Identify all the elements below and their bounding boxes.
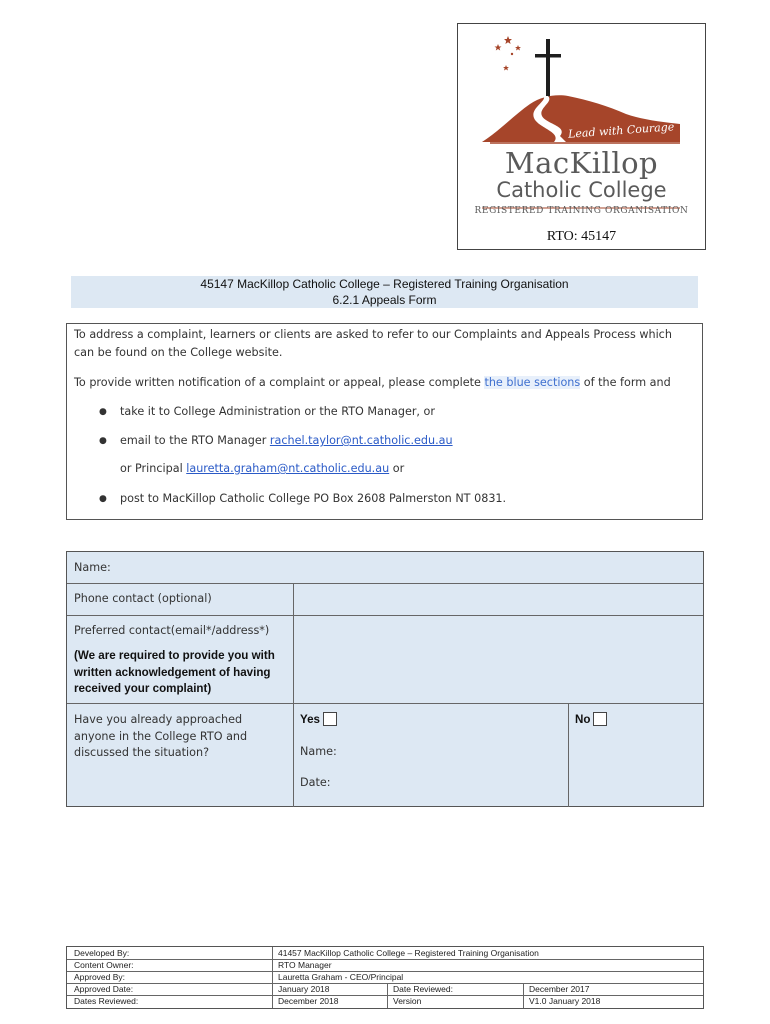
preferred-contact-label: Preferred contact(email*/address*) xyxy=(74,624,270,637)
footer-row xyxy=(67,947,703,959)
intro-paragraph-1 xyxy=(74,326,672,362)
bullet-item-1: take it to College Administration or the RTO Manager, or xyxy=(120,405,435,418)
question-line-1: Have you already approached xyxy=(74,713,243,726)
yes-label: Yes xyxy=(300,713,320,726)
name-label: Name: xyxy=(74,561,111,574)
intro-para2-text: To provide written notification of a complaint or appeal, please complete xyxy=(74,376,485,389)
rto-manager-email-link[interactable]: rachel.taylor@nt.catholic.edu.au xyxy=(269,434,453,447)
bullet-item-2 xyxy=(120,432,453,450)
footer-label: Developed By: xyxy=(74,948,130,958)
phone-field[interactable] xyxy=(294,584,703,615)
intro-line-2: can be found on the College website. xyxy=(74,346,283,359)
no-option xyxy=(575,712,607,729)
appeals-form-table xyxy=(66,551,704,807)
footer-value: December 2018 xyxy=(278,996,339,1006)
footer-value: Lauretta Graham - CEO/Principal xyxy=(278,972,404,982)
question-line-2: anyone in the College RTO and xyxy=(74,729,248,743)
document-control-footer xyxy=(66,946,704,1009)
note-line-1: (We are required to provide you with xyxy=(74,649,275,662)
logo-name-line2: Catholic College xyxy=(496,178,667,202)
bullet-icon: ● xyxy=(99,494,107,504)
principal-email-link[interactable]: lauretta.graham@nt.catholic.edu.au xyxy=(186,462,390,475)
form-title xyxy=(71,276,698,308)
acknowledgement-note xyxy=(74,648,275,698)
footer-row xyxy=(67,959,703,971)
footer-value: V1.0 January 2018 xyxy=(529,996,601,1006)
footer-label: Approved By: xyxy=(74,972,126,982)
footer-row xyxy=(67,983,703,995)
no-checkbox[interactable] xyxy=(593,712,607,726)
title-line1: 45147 MacKillop Catholic College – Registered Training Organisation xyxy=(200,277,569,291)
yes-option xyxy=(300,712,337,729)
instructions-box xyxy=(66,323,703,520)
yes-checkbox[interactable] xyxy=(323,712,337,726)
bullet-icon: ● xyxy=(99,436,107,446)
footer-label: Version xyxy=(393,996,422,1006)
footer-value: RTO Manager xyxy=(278,960,332,970)
logo-tagline: Lead with Courage xyxy=(567,120,675,141)
footer-value: January 2018 xyxy=(278,984,330,994)
name-field[interactable] xyxy=(67,552,703,583)
blue-sections-highlight: the blue sections xyxy=(484,376,581,389)
phone-label: Phone contact (optional) xyxy=(74,592,212,605)
principal-text: or Principal xyxy=(120,462,187,475)
cross-icon xyxy=(535,39,561,102)
note-line-2: written acknowledgement of having xyxy=(74,665,271,679)
footer-value: December 2017 xyxy=(529,984,590,994)
approached-question xyxy=(74,712,247,762)
logo-name-line1: MacKillop xyxy=(504,146,659,180)
footer-label: Content Owner: xyxy=(74,960,134,970)
no-label: No xyxy=(575,713,591,726)
intro-paragraph-2 xyxy=(74,374,671,392)
note-line-3: received your complaint) xyxy=(74,682,212,695)
footer-label: Approved Date: xyxy=(74,984,134,994)
bullet-item-3: post to MacKillop Catholic College PO Box 2608 Palmerston NT 0831. xyxy=(120,492,507,505)
intro-para2-end: of the form and xyxy=(580,376,671,389)
principal-text-end: or xyxy=(389,462,405,475)
footer-value: 41457 MacKillop Catholic College – Registered Training Organisation xyxy=(278,948,539,958)
question-line-3: discussed the situation? xyxy=(74,746,210,759)
rto-number: RTO: 45147 xyxy=(546,229,617,244)
bullet-item-2-continued xyxy=(120,460,404,478)
intro-line-1: To address a complaint, learners or clients are asked to refer to our Complaints and Appeals Process which xyxy=(74,328,672,341)
bullet-icon: ● xyxy=(99,407,107,417)
logo-name-line3: REGISTERED TRAINING ORGANISATION xyxy=(474,206,689,216)
contact-name-label: Name: xyxy=(300,745,337,758)
preferred-contact-field[interactable] xyxy=(294,616,703,703)
contact-date-label: Date: xyxy=(300,776,331,789)
footer-label: Date Reviewed: xyxy=(393,984,454,994)
southern-cross-stars xyxy=(495,36,522,71)
college-logo xyxy=(457,23,706,250)
footer-row xyxy=(67,971,703,983)
title-line2: 6.2.1 Appeals Form xyxy=(332,293,437,307)
bullet-item-2-text: email to the RTO Manager xyxy=(120,434,270,447)
footer-row xyxy=(67,995,703,1007)
footer-label: Dates Reviewed: xyxy=(74,996,139,1006)
